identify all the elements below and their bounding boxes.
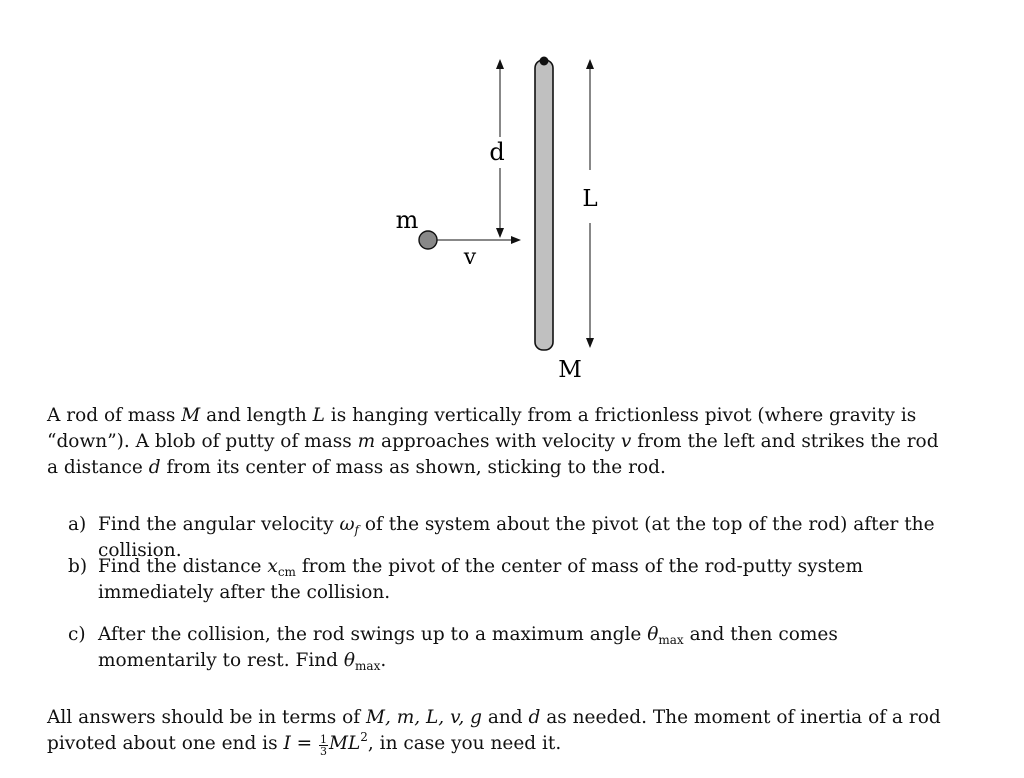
label-L: L [582,186,598,212]
label-M: M [558,357,582,383]
putty-blob [419,231,437,249]
pivot-point [540,57,549,66]
rod [535,60,553,350]
label-m: m [395,206,419,234]
problem-statement: A rod of mass M and length L is hanging vertically from a frictionless pivot (where gravity is “down”). A blob of putty of mass m approaches with velocity v from the left and strikes the rod a distance d from its center of mass as shown, sticking to the rod. [47,405,939,478]
question-c-label: c) [68,624,86,645]
question-b-text: Find the distance $x_{cm}$ from the pivot of the center of mass of the rod-putty system immediately after the collision. [98,556,864,603]
question-c-text: After the collision, the rod swings up to a maximum angle $\theta_{max}$ and then comes momentarily to rest. Find $\theta_{max}$. [98,624,838,673]
question-b [68,554,948,606]
label-d: d [489,138,505,166]
question-c [68,622,948,674]
label-v: v [463,245,477,270]
question-b-label: b) [68,556,88,577]
closing-note: All answers should be in terms of M, m, L, v, g and d as needed. The moment of inertia of a rod pivoted about one end is I = $\frac{1}{3}$ $ML^2$, in case you need it. [47,707,941,758]
question-a-text: Find the angular velocity $\omega_f$ of the system about the pivot (at the top of the rod) after the collision. [98,514,935,561]
question-a-label: a) [68,514,87,535]
fraction-one-third: $\frac{1}{3}$ [320,733,328,758]
